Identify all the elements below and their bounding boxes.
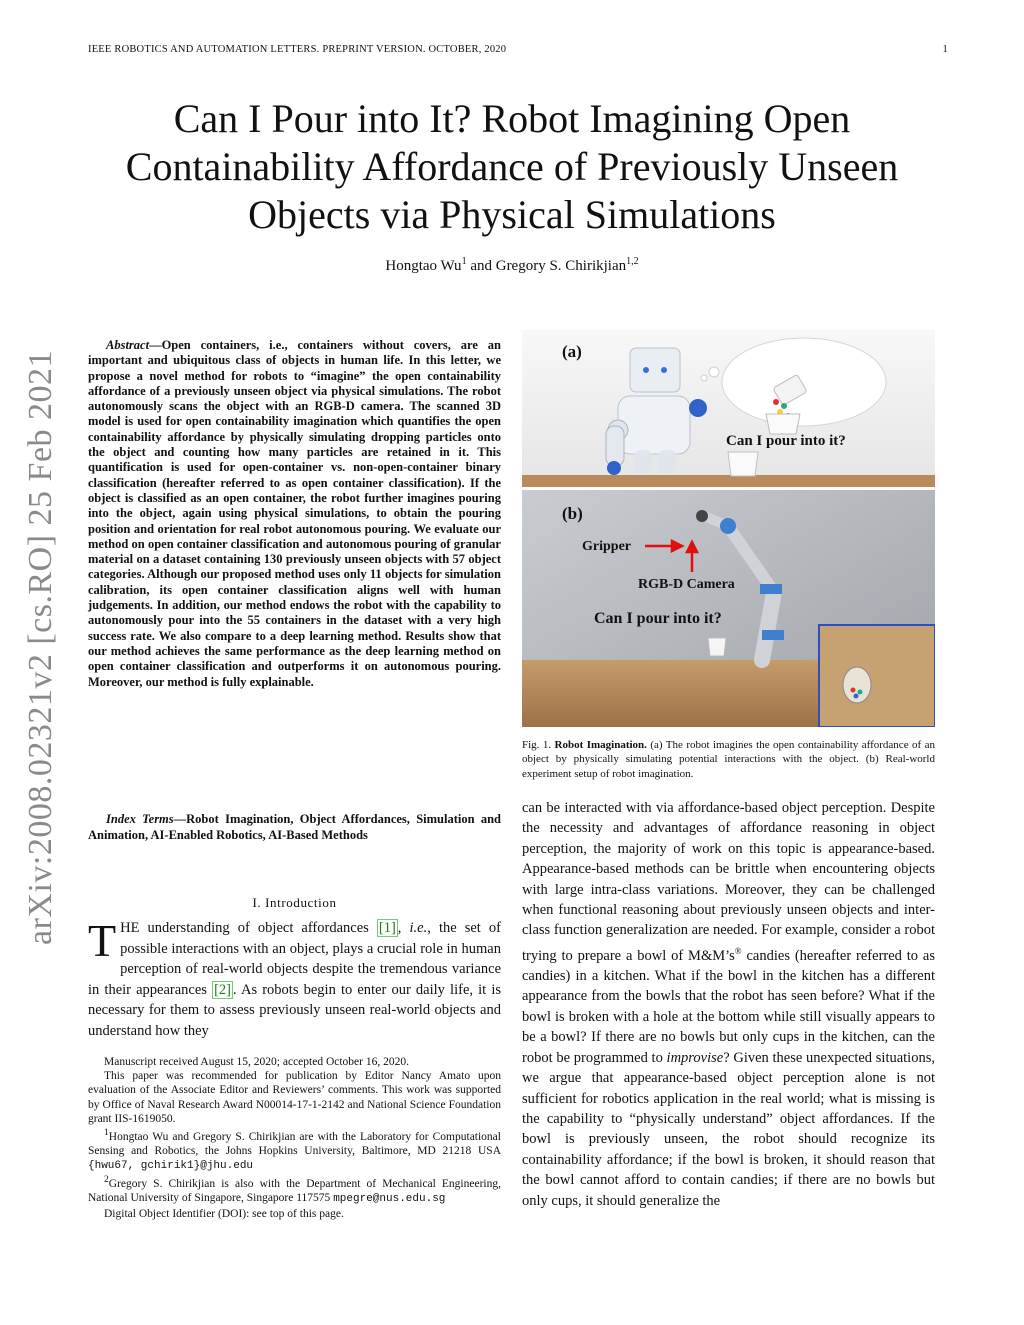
arxiv-stamp: arXiv:2008.02321v2 [cs.RO] 25 Feb 2021 bbox=[22, 349, 59, 945]
intro-ie: i.e. bbox=[409, 920, 428, 936]
footnote-received: Manuscript received August 15, 2020; accepted October 16, 2020. bbox=[104, 1056, 409, 1068]
abstract-text: —Open containers, i.e., containers without covers, are an important and ubiquitous class of objects in human life. In this letter, we propose a novel method for robots to “imagine” the open containability affordance of a previously unseen object via physical simulations. The robot autonomously scans the object with an RGB-D camera. The scanned 3D model is used for open containability imagination which quantifies the open containability affordance by physically simulating dropping particles onto the object and counting how many particles are retained in it. This quantification is used for open-container vs. non-open-container binary classification (hereafter referred to as open container classification). If the object is classified as an open container, the robot further imagines pouring into the object, again using physical simulations, to obtain the pouring position and orientation for real robot autonomous pouring. We evaluate our method on open container classification and autonomous pouring of granular material on a dataset containing 130 previously unseen objects with 57 object categories. Although our proposed method uses only 11 objects for simulation calibration, its open container classification aligns well with human judgements. In addition, our method endows the robot with the capability to autonomously pour into the 55 containers in the dataset with a very high success rate. We also compare to a deep learning method. Results show that our method achieves the same performance as the deep learning method on open container classification and outperforms it on autonomous pouring. Moreover, our method is fully explainable. bbox=[88, 338, 501, 689]
caption-text: (a) The robot imagines the open containability affordance of an object by physically simulating potential interactions with the object. (b) Real-world experiment setup of robot imagination. bbox=[522, 739, 935, 780]
body-emphasis: improvise bbox=[666, 1049, 724, 1066]
camera-label: RGB-D Camera bbox=[638, 577, 735, 592]
index-terms bbox=[88, 812, 501, 843]
body-text-a: can be interacted with via affordance-based object perception. Despite the necessity and advantages of affordance reasoning in object perception, the majority of work on this topic is appearance-based. Appearance-based methods can be brittle when encountering objects with large intra-class variations. Moreover, they can be challenged when functional reasoning about previously unseen objects and inter-class function generalization are needed. For example, consider a robot trying to prepare a bowl of M&M’s bbox=[522, 800, 935, 964]
footnote-mark: 1 bbox=[104, 1127, 109, 1139]
index-terms-label: Index Terms bbox=[106, 812, 174, 826]
panel-a bbox=[522, 330, 935, 487]
panel-b-question: Can I pour into it? bbox=[594, 610, 722, 627]
caption-fig-label: Fig. 1. bbox=[522, 739, 552, 751]
gripper-label: Gripper bbox=[582, 539, 631, 554]
footnote-affil-1 bbox=[88, 1126, 501, 1173]
intro-text-c: , the set of possible interactions with an object, plays a crucial role in human perception of real-world objects despite the tremendous variance in their appearances bbox=[88, 920, 501, 998]
abstract bbox=[88, 338, 501, 690]
author-2: Gregory S. Chirikjian bbox=[495, 258, 627, 274]
author-1: Hongtao Wu bbox=[385, 258, 462, 274]
figure-1 bbox=[522, 330, 935, 727]
inset-photo bbox=[819, 625, 935, 727]
intro-text-d: . As robots begin to enter our daily life, it is necessary for them to assess previously unseen real-world objects and understand how they bbox=[88, 981, 501, 1039]
citation-link[interactable]: [1] bbox=[378, 920, 396, 936]
footnotes bbox=[88, 1055, 501, 1221]
intro-text-a: understanding of object affordances bbox=[139, 920, 377, 936]
footnote-mark: 2 bbox=[104, 1174, 109, 1186]
index-terms-text: —Robot Imagination, Object Affordances, Simulation and Animation, AI-Enabled Robotics, AI-Based Methods bbox=[88, 812, 501, 842]
panel-a-question: Can I pour into it? bbox=[726, 433, 846, 449]
cup-illustration bbox=[728, 452, 758, 476]
section-heading: I. Introduction bbox=[252, 895, 337, 910]
figure-caption bbox=[522, 738, 935, 781]
body-text-b: candies (hereafter referred to as candies) in a kitchen. What if the bowl in the kitchen has a different appearance from the bowls that the robot has seen before? What if the bowl is broken with a hole at the bottom while still visually appears to be a bowl? If there are no bowls but only cups in the kitchen, can the robot be programmed to bbox=[522, 947, 935, 1066]
intro-text-b: , bbox=[397, 920, 410, 936]
right-column-text bbox=[522, 798, 935, 1211]
panel-a-label: (a) bbox=[562, 342, 582, 361]
footnote-affil-2-text: Gregory S. Chirikjian is also with the Department of Mechanical Engineering, National University of Singapore, Singapore 117575 bbox=[88, 1178, 501, 1205]
author-connector: and bbox=[470, 258, 492, 274]
author-line bbox=[60, 256, 964, 275]
footnote-doi: Digital Object Identifier (DOI): see top of this page. bbox=[104, 1207, 344, 1220]
running-header bbox=[88, 44, 948, 55]
cup-on-table bbox=[708, 638, 726, 656]
email-link[interactable]: {hwu67, gchirik1}@jhu.edu bbox=[88, 1160, 254, 1173]
journal-name: IEEE ROBOTICS AND AUTOMATION LETTERS. PREPRINT VERSION. OCTOBER, 2020 bbox=[88, 44, 507, 55]
paper-title: Can I Pour into It? Robot Imagining Open Containability Affordance of Previously Unseen Objects via Physical Simulations bbox=[125, 96, 899, 237]
email-link[interactable]: mpegre@nus.edu.sg bbox=[333, 1193, 446, 1206]
footnote-recommended: This paper was recommended for publication by Editor Nancy Amato upon evaluation of the Associate Editor and Reviewers’ comments. This work was supported by Office of Naval Research Award N00014-17-1-2142 and National Science Foundation grant IIS-1619050. bbox=[88, 1070, 501, 1125]
page-number: 1 bbox=[942, 44, 948, 55]
registered-mark: ® bbox=[734, 945, 742, 956]
footnote-affil-2 bbox=[88, 1173, 501, 1206]
footnote-affil-1-text: Hongtao Wu and Gregory S. Chirikjian are with the Laboratory for Computational Sensing and Robotics, the Johns Hopkins University, Baltimore, MD 21218 USA bbox=[88, 1130, 501, 1158]
citation-link[interactable]: [2] bbox=[214, 981, 232, 998]
author-2-affil: 1,2 bbox=[626, 256, 639, 267]
intro-paragraph bbox=[88, 915, 501, 1041]
caption-title: Robot Imagination. bbox=[554, 739, 647, 751]
body-text-c: ? Given these unexpected situations, we argue that appearance-based object perception alone is not sufficient for robotics application in the real world; what is missing is the capability to “physically understand” object affordances. If the bowl is previously unseen, the robot should recognize its containability affordance; if the bowl is broken, it should reason that the bowl cannot afford to contain candies; if there are no bowls but only cups, it should generalize the bbox=[522, 1049, 935, 1209]
abstract-label: Abstract bbox=[106, 338, 150, 352]
panel-b-label: (b) bbox=[562, 504, 583, 523]
panel-b bbox=[522, 490, 935, 727]
author-1-affil: 1 bbox=[461, 256, 467, 267]
drop-cap: T bbox=[88, 915, 117, 966]
intro-first-word: HE bbox=[120, 920, 140, 936]
